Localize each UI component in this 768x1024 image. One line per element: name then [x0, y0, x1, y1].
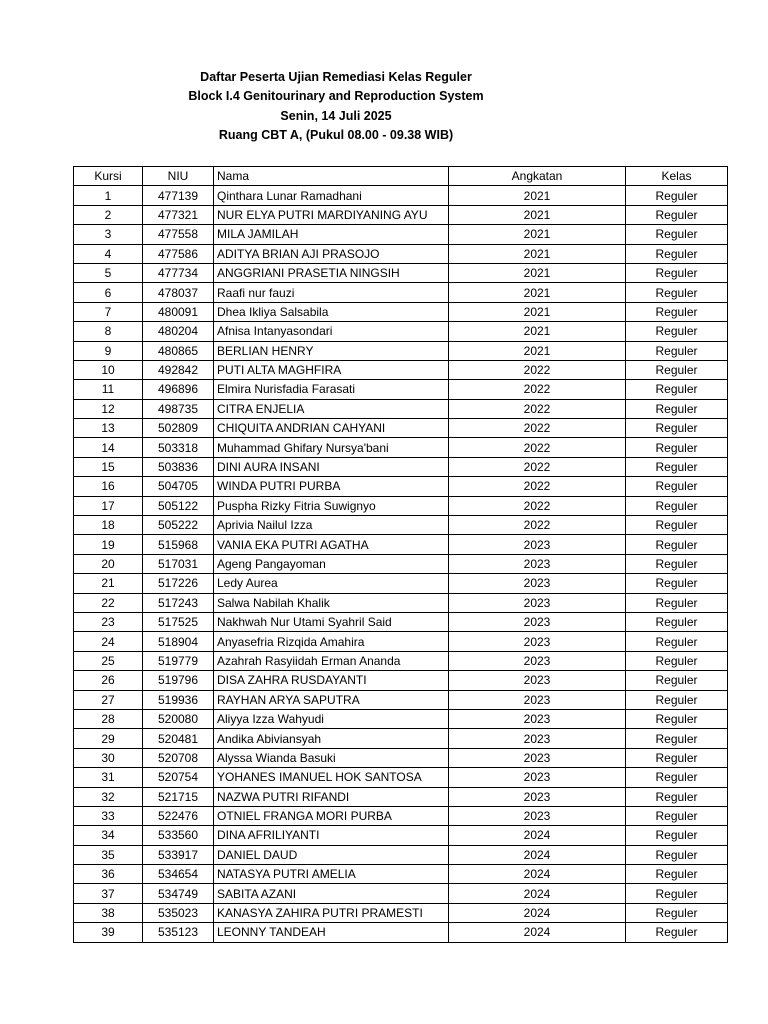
cell-kursi: 27 — [74, 690, 143, 709]
cell-kelas: Reguler — [626, 419, 728, 438]
cell-kursi: 33 — [74, 806, 143, 825]
table-row — [74, 554, 728, 573]
cell-niu: 502809 — [143, 419, 214, 438]
cell-kelas: Reguler — [626, 283, 728, 302]
cell-nama: CHIQUITA ANDRIAN CAHYANI — [214, 419, 449, 438]
cell-niu: 517031 — [143, 554, 214, 573]
cell-nama: NUR ELYA PUTRI MARDIYANING AYU — [214, 205, 449, 224]
cell-angkatan: 2023 — [449, 651, 626, 670]
cell-niu: 498735 — [143, 399, 214, 418]
cell-niu: 477321 — [143, 205, 214, 224]
cell-nama: Qinthara Lunar Ramadhani — [214, 186, 449, 205]
table-row — [74, 535, 728, 554]
table-row — [74, 709, 728, 728]
cell-kelas: Reguler — [626, 709, 728, 728]
cell-nama: LEONNY TANDEAH — [214, 923, 449, 942]
cell-kursi: 9 — [74, 341, 143, 360]
cell-nama: KANASYA ZAHIRA PUTRI PRAMESTI — [214, 903, 449, 922]
table-row — [74, 302, 728, 321]
cell-angkatan: 2023 — [449, 671, 626, 690]
cell-angkatan: 2023 — [449, 748, 626, 767]
cell-kelas: Reguler — [626, 651, 728, 670]
cell-nama: MILA JAMILAH — [214, 225, 449, 244]
cell-angkatan: 2023 — [449, 690, 626, 709]
cell-kelas: Reguler — [626, 477, 728, 496]
table-row — [74, 419, 728, 438]
cell-angkatan: 2022 — [449, 496, 626, 515]
cell-niu: 534749 — [143, 884, 214, 903]
cell-kursi: 2 — [74, 205, 143, 224]
cell-niu: 480204 — [143, 322, 214, 341]
column-header-kursi: Kursi — [74, 167, 143, 186]
cell-niu: 477586 — [143, 244, 214, 263]
table-row — [74, 186, 728, 205]
cell-kelas: Reguler — [626, 322, 728, 341]
cell-nama: SABITA AZANI — [214, 884, 449, 903]
cell-kelas: Reguler — [626, 457, 728, 476]
cell-kursi: 17 — [74, 496, 143, 515]
cell-kelas: Reguler — [626, 612, 728, 631]
cell-nama: Elmira Nurisfadia Farasati — [214, 380, 449, 399]
table-row — [74, 671, 728, 690]
cell-kelas: Reguler — [626, 205, 728, 224]
cell-kelas: Reguler — [626, 845, 728, 864]
cell-kursi: 20 — [74, 554, 143, 573]
column-header-angkatan: Angkatan — [449, 167, 626, 186]
cell-kelas: Reguler — [626, 225, 728, 244]
cell-nama: BERLIAN HENRY — [214, 341, 449, 360]
table-row — [74, 884, 728, 903]
cell-nama: Muhammad Ghifary Nursya'bani — [214, 438, 449, 457]
cell-kursi: 8 — [74, 322, 143, 341]
cell-angkatan: 2024 — [449, 865, 626, 884]
cell-niu: 518904 — [143, 632, 214, 651]
cell-kelas: Reguler — [626, 186, 728, 205]
cell-kursi: 24 — [74, 632, 143, 651]
cell-nama: Afnisa Intanyasondari — [214, 322, 449, 341]
cell-nama: VANIA EKA PUTRI AGATHA — [214, 535, 449, 554]
table-row — [74, 806, 728, 825]
table-row — [74, 632, 728, 651]
cell-nama: Aliyya Izza Wahyudi — [214, 709, 449, 728]
cell-kursi: 26 — [74, 671, 143, 690]
cell-niu: 533560 — [143, 826, 214, 845]
cell-kursi: 22 — [74, 593, 143, 612]
cell-kursi: 5 — [74, 263, 143, 282]
cell-nama: Azahrah Rasyiidah Erman Ananda — [214, 651, 449, 670]
cell-nama: DINI AURA INSANI — [214, 457, 449, 476]
table-row — [74, 574, 728, 593]
table-row — [74, 593, 728, 612]
table-row — [74, 651, 728, 670]
cell-niu: 505222 — [143, 516, 214, 535]
cell-niu: 535123 — [143, 923, 214, 942]
cell-angkatan: 2023 — [449, 554, 626, 573]
cell-angkatan: 2023 — [449, 729, 626, 748]
cell-kelas: Reguler — [626, 748, 728, 767]
cell-nama: Dhea Ikliya Salsabila — [214, 302, 449, 321]
cell-kelas: Reguler — [626, 632, 728, 651]
cell-angkatan: 2023 — [449, 806, 626, 825]
cell-kursi: 32 — [74, 787, 143, 806]
cell-angkatan: 2024 — [449, 923, 626, 942]
cell-nama: Ageng Pangayoman — [214, 554, 449, 573]
cell-nama: Anyasefria Rizqida Amahira — [214, 632, 449, 651]
cell-angkatan: 2024 — [449, 884, 626, 903]
cell-kursi: 7 — [74, 302, 143, 321]
cell-niu: 478037 — [143, 283, 214, 302]
cell-kelas: Reguler — [626, 341, 728, 360]
cell-kursi: 11 — [74, 380, 143, 399]
table-row — [74, 845, 728, 864]
cell-angkatan: 2023 — [449, 787, 626, 806]
cell-niu: 519779 — [143, 651, 214, 670]
cell-kelas: Reguler — [626, 496, 728, 515]
cell-nama: CITRA ENJELIA — [214, 399, 449, 418]
table-row — [74, 341, 728, 360]
cell-niu: 477734 — [143, 263, 214, 282]
table-row — [74, 283, 728, 302]
cell-angkatan: 2022 — [449, 360, 626, 379]
cell-angkatan: 2023 — [449, 593, 626, 612]
cell-angkatan: 2023 — [449, 768, 626, 787]
table-row — [74, 477, 728, 496]
cell-nama: YOHANES IMANUEL HOK SANTOSA — [214, 768, 449, 787]
cell-kelas: Reguler — [626, 671, 728, 690]
table-row — [74, 865, 728, 884]
cell-kursi: 35 — [74, 845, 143, 864]
cell-niu: 515968 — [143, 535, 214, 554]
cell-kelas: Reguler — [626, 690, 728, 709]
cell-kelas: Reguler — [626, 554, 728, 573]
table-row — [74, 457, 728, 476]
cell-kursi: 14 — [74, 438, 143, 457]
cell-niu: 535023 — [143, 903, 214, 922]
table-row — [74, 438, 728, 457]
cell-angkatan: 2021 — [449, 225, 626, 244]
cell-niu: 519936 — [143, 690, 214, 709]
cell-kursi: 37 — [74, 884, 143, 903]
cell-nama: Aprivia Nailul Izza — [214, 516, 449, 535]
cell-angkatan: 2022 — [449, 457, 626, 476]
column-header-nama: Nama — [214, 167, 449, 186]
cell-niu: 517525 — [143, 612, 214, 631]
table-row — [74, 787, 728, 806]
table-row — [74, 399, 728, 418]
cell-kelas: Reguler — [626, 923, 728, 942]
cell-niu: 517226 — [143, 574, 214, 593]
table-row — [74, 612, 728, 631]
cell-niu: 520708 — [143, 748, 214, 767]
cell-niu: 496896 — [143, 380, 214, 399]
cell-kelas: Reguler — [626, 438, 728, 457]
cell-angkatan: 2022 — [449, 399, 626, 418]
cell-kelas: Reguler — [626, 380, 728, 399]
cell-angkatan: 2021 — [449, 341, 626, 360]
cell-kelas: Reguler — [626, 806, 728, 825]
cell-nama: OTNIEL FRANGA MORI PURBA — [214, 806, 449, 825]
cell-angkatan: 2021 — [449, 283, 626, 302]
table-row — [74, 768, 728, 787]
cell-kelas: Reguler — [626, 593, 728, 612]
column-header-niu: NIU — [143, 167, 214, 186]
cell-niu: 505122 — [143, 496, 214, 515]
table-header-row — [74, 167, 728, 186]
cell-kursi: 3 — [74, 225, 143, 244]
table-row — [74, 923, 728, 942]
cell-kursi: 13 — [74, 419, 143, 438]
table-row — [74, 225, 728, 244]
cell-niu: 534654 — [143, 865, 214, 884]
cell-niu: 520080 — [143, 709, 214, 728]
cell-kelas: Reguler — [626, 360, 728, 379]
table-row — [74, 729, 728, 748]
cell-kursi: 1 — [74, 186, 143, 205]
cell-angkatan: 2022 — [449, 516, 626, 535]
table-row — [74, 244, 728, 263]
table-row — [74, 516, 728, 535]
cell-kelas: Reguler — [626, 884, 728, 903]
cell-niu: 504705 — [143, 477, 214, 496]
cell-nama: WINDA PUTRI PURBA — [214, 477, 449, 496]
cell-kursi: 38 — [74, 903, 143, 922]
exam-room-time: Ruang CBT A, (Pukul 08.00 - 09.38 WIB) — [218, 128, 454, 143]
cell-niu: 477139 — [143, 186, 214, 205]
cell-kursi: 34 — [74, 826, 143, 845]
cell-kelas: Reguler — [626, 729, 728, 748]
cell-kursi: 28 — [74, 709, 143, 728]
cell-niu: 522476 — [143, 806, 214, 825]
cell-nama: Andika Abiviansyah — [214, 729, 449, 748]
table-row — [74, 322, 728, 341]
cell-niu: 503318 — [143, 438, 214, 457]
participant-table — [73, 166, 728, 943]
cell-kursi: 16 — [74, 477, 143, 496]
table-row — [74, 205, 728, 224]
cell-angkatan: 2021 — [449, 322, 626, 341]
cell-nama: Raafi nur fauzi — [214, 283, 449, 302]
table-row — [74, 748, 728, 767]
cell-niu: 477558 — [143, 225, 214, 244]
cell-kursi: 21 — [74, 574, 143, 593]
cell-kursi: 15 — [74, 457, 143, 476]
cell-nama: Alyssa Wianda Basuki — [214, 748, 449, 767]
cell-kursi: 30 — [74, 748, 143, 767]
cell-nama: ANGGRIANI PRASETIA NINGSIH — [214, 263, 449, 282]
cell-niu: 519796 — [143, 671, 214, 690]
cell-kursi: 19 — [74, 535, 143, 554]
block-title: Block I.4 Genitourinary and Reproduction System — [188, 89, 484, 104]
cell-kelas: Reguler — [626, 516, 728, 535]
cell-kelas: Reguler — [626, 574, 728, 593]
cell-angkatan: 2023 — [449, 574, 626, 593]
cell-niu: 520481 — [143, 729, 214, 748]
cell-kursi: 4 — [74, 244, 143, 263]
document-title: Daftar Peserta Ujian Remediasi Kelas Reguler — [200, 70, 472, 84]
cell-nama: DINA AFRILIYANTI — [214, 826, 449, 845]
table-row — [74, 263, 728, 282]
cell-kursi: 29 — [74, 729, 143, 748]
cell-angkatan: 2022 — [449, 419, 626, 438]
cell-niu: 503836 — [143, 457, 214, 476]
cell-niu: 480091 — [143, 302, 214, 321]
cell-niu: 480865 — [143, 341, 214, 360]
cell-kursi: 10 — [74, 360, 143, 379]
cell-niu: 517243 — [143, 593, 214, 612]
cell-kelas: Reguler — [626, 768, 728, 787]
cell-angkatan: 2022 — [449, 477, 626, 496]
table-row — [74, 690, 728, 709]
table-row — [74, 360, 728, 379]
cell-kursi: 39 — [74, 923, 143, 942]
column-header-kelas: Kelas — [626, 167, 728, 186]
cell-angkatan: 2023 — [449, 632, 626, 651]
cell-kelas: Reguler — [626, 787, 728, 806]
cell-kursi: 25 — [74, 651, 143, 670]
cell-angkatan: 2024 — [449, 903, 626, 922]
cell-kelas: Reguler — [626, 244, 728, 263]
cell-angkatan: 2024 — [449, 845, 626, 864]
cell-nama: DANIEL DAUD — [214, 845, 449, 864]
table-row — [74, 380, 728, 399]
cell-angkatan: 2021 — [449, 244, 626, 263]
cell-angkatan: 2023 — [449, 709, 626, 728]
cell-nama: PUTI ALTA MAGHFIRA — [214, 360, 449, 379]
cell-kelas: Reguler — [626, 826, 728, 845]
cell-nama: RAYHAN ARYA SAPUTRA — [214, 690, 449, 709]
cell-angkatan: 2022 — [449, 380, 626, 399]
cell-niu: 492842 — [143, 360, 214, 379]
cell-kelas: Reguler — [626, 399, 728, 418]
cell-kursi: 23 — [74, 612, 143, 631]
cell-niu: 533917 — [143, 845, 214, 864]
cell-angkatan: 2021 — [449, 302, 626, 321]
cell-nama: DISA ZAHRA RUSDAYANTI — [214, 671, 449, 690]
cell-nama: Nakhwah Nur Utami Syahril Said — [214, 612, 449, 631]
cell-nama: Salwa Nabilah Khalik — [214, 593, 449, 612]
cell-angkatan: 2023 — [449, 535, 626, 554]
table-body — [74, 186, 728, 942]
cell-niu: 521715 — [143, 787, 214, 806]
cell-angkatan: 2021 — [449, 205, 626, 224]
exam-date: Senin, 14 Juli 2025 — [280, 108, 392, 123]
cell-nama: Ledy Aurea — [214, 574, 449, 593]
cell-kursi: 12 — [74, 399, 143, 418]
table-row — [74, 826, 728, 845]
cell-angkatan: 2022 — [449, 438, 626, 457]
cell-nama: NATASYA PUTRI AMELIA — [214, 865, 449, 884]
cell-angkatan: 2021 — [449, 263, 626, 282]
cell-kursi: 31 — [74, 768, 143, 787]
cell-niu: 520754 — [143, 768, 214, 787]
cell-kelas: Reguler — [626, 865, 728, 884]
cell-nama: Puspha Rizky Fitria Suwignyo — [214, 496, 449, 515]
cell-kelas: Reguler — [626, 302, 728, 321]
table-row — [74, 903, 728, 922]
cell-angkatan: 2023 — [449, 612, 626, 631]
cell-kelas: Reguler — [626, 263, 728, 282]
cell-kursi: 36 — [74, 865, 143, 884]
cell-kursi: 18 — [74, 516, 143, 535]
table-row — [74, 496, 728, 515]
cell-nama: NAZWA PUTRI RIFANDI — [214, 787, 449, 806]
cell-kelas: Reguler — [626, 535, 728, 554]
cell-angkatan: 2024 — [449, 826, 626, 845]
cell-angkatan: 2021 — [449, 186, 626, 205]
cell-nama: ADITYA BRIAN AJI PRASOJO — [214, 244, 449, 263]
cell-kursi: 6 — [74, 283, 143, 302]
document-header — [0, 68, 672, 146]
cell-kelas: Reguler — [626, 903, 728, 922]
